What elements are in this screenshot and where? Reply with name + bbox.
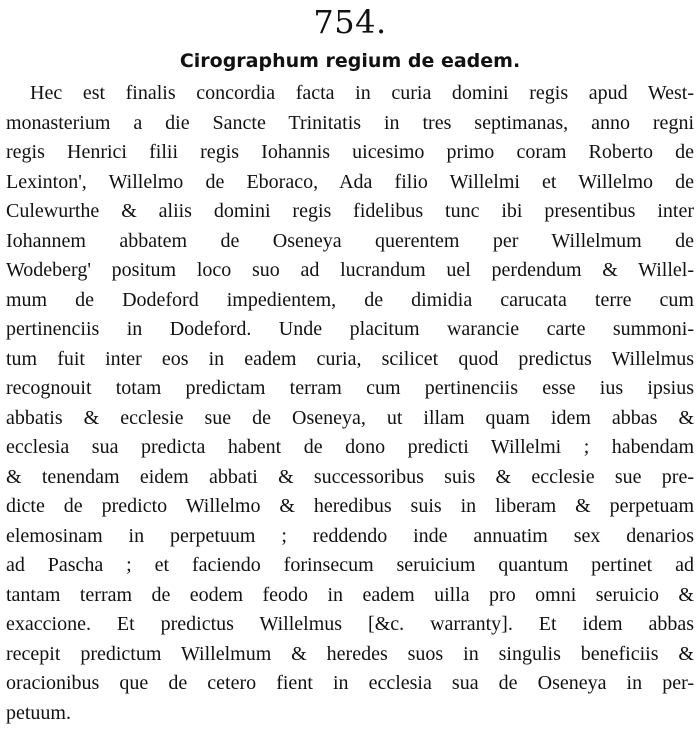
text-line: ad Pascha ; et faciendo forinsecum seruicium quantum pertinet ad (6, 554, 694, 576)
text-line: ecclesia sua predicta habent de dono predicti Willelmi ; habendam (6, 436, 694, 458)
text-line: petuum. (6, 701, 71, 724)
text-line: recognouit totam predictam terram cum pertinenciis esse ius ipsius (6, 377, 694, 399)
text-line: monasterium a die Sancte Trinitatis in tres septimanas, anno regni (6, 111, 694, 134)
text-line: regis Henrici filii regis Iohannis uicesimo primo coram Roberto de (6, 141, 694, 163)
text-line: abbatis & ecclesie sue de Oseneya, ut illam quam idem abbas & (6, 406, 694, 429)
text-line: Culewurthe & aliis domini regis fidelibus tunc ibi presentibus inter (6, 200, 694, 222)
text-line: mum de Dodeford impedientem, de dimidia carucata terre cum (6, 288, 694, 311)
document-number: 754. (313, 3, 387, 41)
text-line: exaccione. Et predictus Willelmus [&c. warranty]. Et idem abbas (6, 613, 694, 635)
document-title: Cirographum regium de eadem. (179, 50, 521, 72)
text-line: tum fuit inter eos in eadem curia, scilicet quod predictus Willelmus (6, 347, 694, 370)
text-line: recepit predictum Willelmum & heredes suos in singulis beneficiis & (6, 642, 694, 665)
text-line: Hec est finalis concordia facta in curia domini regis apud West- (30, 82, 694, 104)
text-line: dicte de predicto Willelmo & heredibus suis in liberam & perpetuam (6, 495, 694, 517)
text-line: & tenendam eidem abbati & successoribus suis & ecclesie sue pre- (6, 465, 694, 488)
text-line: pertinenciis in Dodeford. Unde placitum warancie carte summoni- (6, 318, 694, 340)
text-line: Lexinton', Willelmo de Eboraco, Ada filio Willelmi et Willelmo de (6, 170, 694, 193)
text-line: elemosinam in perpetuum ; reddendo inde annuatim sex denarios (6, 524, 694, 547)
document-body (6, 79, 694, 728)
text-line: Wodeberg' positum loco suo ad lucrandum uel perdendum & Willel- (6, 259, 694, 281)
text-line: Iohannem abbatem de Oseneya querentem per Willelmum de (6, 229, 694, 252)
text-line: tantam terram de eodem feodo in eadem uilla pro omni seruicio & (6, 583, 694, 606)
text-line: oracionibus que de cetero fient in ecclesia sua de Oseneya in per- (6, 672, 694, 694)
